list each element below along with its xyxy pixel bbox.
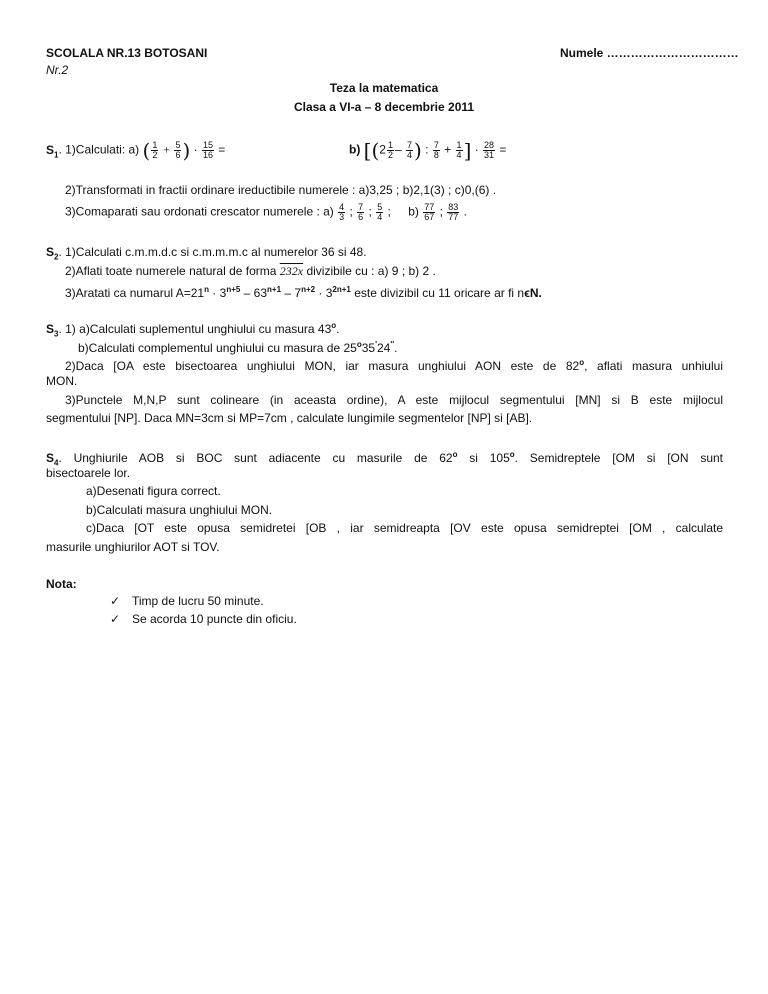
fraction: $\frac{7}{8}$ — [433, 140, 439, 160]
fraction: $\frac{7}{6}$ — [358, 202, 364, 222]
s3-q1a: $S_3$. 1) a)Calculati suplementul unghiului cu masura 43$^o$. — [46, 321, 340, 339]
s1-q1a: $S_1$. 1)Calculati: a) ( $\frac{1}{2}$ + $\frac{5}{6}$ ) · $\frac{15}{16}$ = — [46, 138, 226, 163]
s2-sub: 2 — [54, 252, 59, 262]
s4-a: a)Desenati figura correct. — [86, 484, 221, 498]
degree-mark: o — [331, 321, 337, 330]
fraction: $\frac{7}{4}$ — [407, 140, 413, 160]
s1-sub: 1 — [54, 150, 59, 160]
s2-q2: 2)Aflati toate numerele natural de forma 232x divizibile cu : a) 9 ; b) 2 . — [65, 264, 436, 278]
fraction: $\frac{5}{6}$ — [175, 140, 181, 160]
s4-line2: bisectoarele lor. — [46, 466, 131, 480]
s4-line1: $S_4$. Unghiurile AOB si BOC sunt adiacente cu masurile de 62$^o$ si 105$^o$. Semidreptele [OM si [ON sunt — [46, 450, 723, 468]
s1-q1b: b) [(2 $\frac{1}{2}$ – $\frac{7}{4}$ ) : $\frac{7}{8}$ + $\frac{1}{4}$ ] · $\frac{28}{31}$ = — [349, 138, 507, 163]
s3-q1b: b)Calculati complementul unghiului cu masura de 25$^o$35'24''. — [78, 340, 398, 355]
page-title: Teza la matematica — [329, 81, 439, 95]
s2-q1: $S_2$. 1)Calculati c.m.m.d.c si c.m.m.m.c al numerelor 36 si 48. — [46, 245, 367, 262]
s1-q2: 2)Transformati in fractii ordinare ireductibile numerele : a)3,25 ; b)2,1(3) ; c)0,(6) . — [65, 183, 497, 197]
fraction: $\frac{1}{4}$ — [456, 140, 462, 160]
s3-label: S — [46, 322, 55, 336]
nota-item: ✓ Timp de lucru 50 minute. — [110, 594, 264, 608]
fraction: $\frac{1}{2}$ — [387, 140, 393, 160]
student-name-field: Numele …………………………… — [560, 46, 739, 60]
fraction: $\frac{28}{31}$ — [484, 140, 495, 160]
s3-sub: 3 — [54, 329, 59, 339]
checkmark-icon: ✓ — [110, 594, 121, 608]
fraction: $\frac{83}{77}$ — [448, 202, 459, 222]
exam-number: Nr.2 — [46, 63, 69, 77]
s3-q3-line2: segmentului [NP]. Daca MN=3cm si MP=7cm , calculate lungimile segmentelor [NP] si [AB]. — [46, 411, 533, 425]
s3-q3-line1: 3)Punctele M,N,P sunt colineare (in aceasta ordine), A este mijlocul segmentului [MN] si B este mijlocul — [65, 393, 723, 407]
nota-label: Nota: — [46, 577, 77, 591]
school-name: SCOLALA NR.13 BOTOSANI — [46, 46, 208, 60]
s2-q3: 3)Aratati ca numarul $A=21^n \cdot 3^{n+5} - 63^{n+1} - 7^{n+2} \cdot 3^{2n+1}$ este divizibil cu 11 oricare ar fi nϵN. — [65, 285, 542, 300]
fraction: $\frac{15}{16}$ — [202, 140, 213, 160]
s3-q2-line2: MON. — [46, 374, 78, 388]
fraction: $\frac{4}{3}$ — [339, 202, 345, 222]
s2-label: S — [46, 245, 55, 259]
fraction: $\frac{5}{4}$ — [377, 202, 383, 222]
checkmark-icon: ✓ — [110, 612, 121, 626]
s3-q2-line1: 2)Daca [OA este bisectoarea unghiului MON, iar masura unghiului AON este de 82$^o$, aflati masura unhiului — [65, 358, 723, 373]
s4-b: b)Calculati masura unghiului MON. — [86, 503, 273, 517]
s4-sub: 4 — [54, 458, 59, 468]
s4-c-line2: masurile unghiurilor AOT si TOV. — [46, 540, 220, 554]
s1-label: S — [46, 142, 55, 157]
s4-label: S — [46, 451, 55, 465]
nota-item: ✓ Se acorda 10 puncte din oficiu. — [110, 612, 297, 626]
s4-c-line1: c)Daca [OT este opusa semidretei [OB , iar semidreapta [OV este opusa semidreptei [OM , calculate — [86, 521, 723, 535]
s1-q3: 3)Comaparati sau ordonati crescator numerele : a) $\frac{4}{3}$ ; $\frac{7}{6}$ ; $\frac{5}{4}$ ; b) $\frac{77}{67}$ ; $\frac{83}{77}$ . — [65, 202, 467, 222]
fraction: $\frac{77}{67}$ — [424, 202, 435, 222]
page-subtitle: Clasa a VI-a – 8 decembrie 2011 — [293, 100, 475, 114]
s1-q1-prefix: . 1)Calculati: a) — [58, 142, 143, 157]
fraction: $\frac{1}{2}$ — [152, 140, 158, 160]
overlined-number: 232x — [279, 264, 304, 278]
